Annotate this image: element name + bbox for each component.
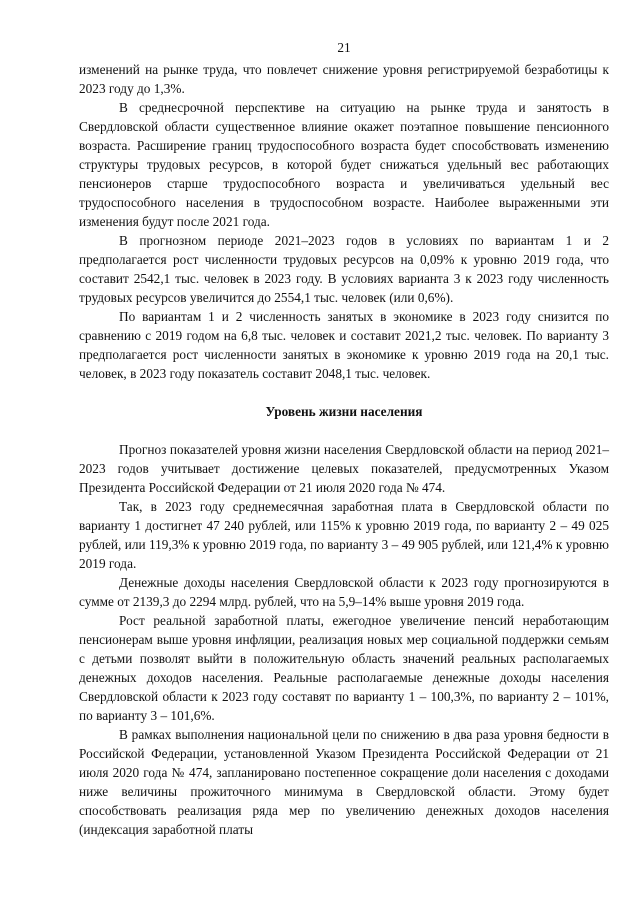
paragraph: В рамках выполнения национальной цели по снижению в два раза уровня бедности в Российской Федерации, установленной Указом Президента Российской Федерации от 21 июля 2020 года № 474, запланировано постепенное сокращение доли населения с доходами ниже величины прожиточного минимума в Свердловской области. Этому будет способствовать реализация ряда мер по увеличению денежных доходов населения (индексация заработной платы (79, 727, 609, 837)
paragraph: Рост реальной заработной платы, ежегодное увеличение пенсий неработающим пенсионерам выше уровня инфляции, реализация новых мер социальной поддержки семьям с детьми позволят выйти в положительную область значений реальных располагаемых денежных доходов населения. Реальные располагаемые денежные доходы населения Свердловской области к 2023 году составят по варианту 1 – 100,3%, по варианту 2 – 101%, по варианту 3 – 101,6%. (79, 613, 609, 723)
paragraph: изменений на рынке труда, что повлечет снижение уровня регистрируемой безработицы к 2023 году до 1,3%. (79, 62, 609, 96)
paragraph: Денежные доходы населения Свердловской области к 2023 году прогнозируются в сумме от 2139,3 до 2294 млрд. рублей, что на 5,9–14% выше уровня 2019 года. (79, 575, 609, 609)
paragraph: Так, в 2023 году среднемесячная заработная плата в Свердловской области по варианту 1 достигнет 47 240 рублей, или 115% к уровню 2019 года, по варианту 2 – 49 025 рублей, или 119,3% к уровню 2019 года, по варианту 3 – 49 905 рублей, или 121,4% к уровню 2019 года. (79, 499, 609, 571)
paragraph: Прогноз показателей уровня жизни населения Свердловской области на период 2021–2023 годов учитывает достижение целевых показателей, предусмотренных Указом Президента Российской Федерации от 21 июля 2020 года № 474. (79, 442, 609, 495)
page-number: 21 (337, 40, 351, 55)
paragraph: В среднесрочной перспективе на ситуацию на рынке труда и занятость в Свердловской области существенное влияние окажет поэтапное повышение пенсионного возраста. Расширение границ трудоспособного возраста будет способствовать изменению структуры трудовых ресурсов, в которой будет снижаться удельный вес работающих пенсионеров старше трудоспособного возраста и увеличиваться удельный вес трудоспособного населения в трудоспособном возрасте. Наиболее выраженными эти изменения будут после 2021 года. (79, 100, 609, 229)
paragraph: В прогнозном периоде 2021–2023 годов в условиях по вариантам 1 и 2 предполагается рост численности трудовых ресурсов на 0,09% к уровню 2019 года, что составит 2542,1 тыс. человек в 2023 году. В условиях варианта 3 к 2023 году численность трудовых ресурсов увеличится до 2554,1 тыс. человек (или 0,6%). (79, 233, 609, 305)
section-heading: Уровень жизни населения (265, 404, 423, 419)
paragraph: По вариантам 1 и 2 численность занятых в экономике в 2023 году снизится по сравнению с 2019 годом на 6,8 тыс. человек и составит 2021,2 тыс. человек. По варианту 3 предполагается рост численности занятых в экономике к уровню 2019 года на 20,1 тыс. человек, в 2023 году показатель составит 2048,1 тыс. человек. (79, 309, 609, 381)
